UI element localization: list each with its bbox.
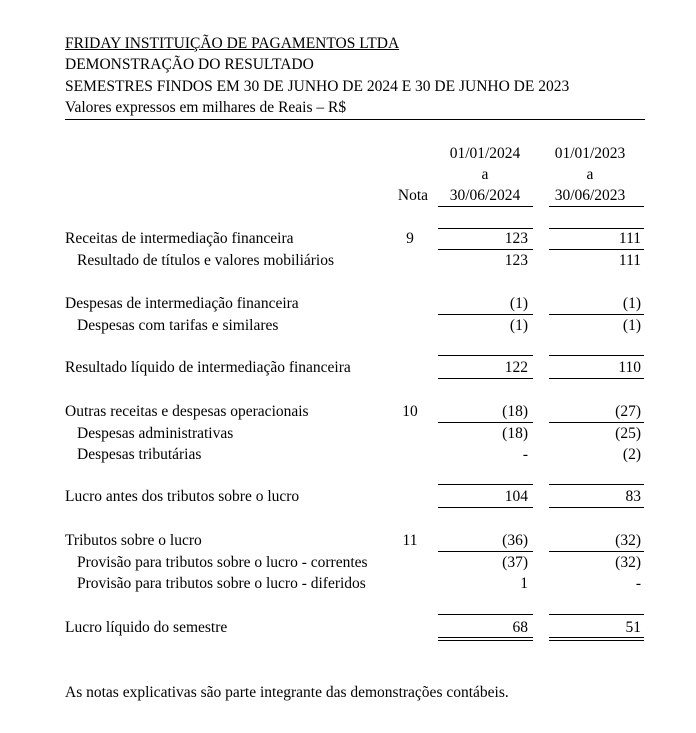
row-value-2023: (1) [622, 295, 641, 312]
col1-from: 01/01/2024 [449, 145, 521, 162]
rule [549, 355, 644, 356]
rule [438, 551, 533, 552]
row-value-2023: 83 [625, 488, 641, 505]
row-note: 10 [402, 403, 418, 420]
footer-note: As notas explicativas são parte integrante das demonstrações contábeis. [65, 684, 509, 701]
rule [549, 228, 644, 229]
row-value-2024: (1) [509, 317, 528, 334]
rule [438, 422, 533, 423]
row-value-2023: (25) [615, 425, 641, 442]
rule [438, 378, 533, 379]
rule [438, 228, 533, 229]
units-note: Valores expressos em milhares de Reais – R$ [65, 99, 347, 116]
period-title: SEMESTRES FINDOS EM 30 DE JUNHO DE 2024 E 30 DE JUNHO DE 2023 [65, 78, 570, 95]
row-label: Despesas de intermediação financeira [65, 295, 299, 312]
row-value-2023: (32) [615, 554, 641, 571]
note-column-header: Nota [397, 187, 429, 204]
rule [549, 314, 644, 315]
row-value-2024: (18) [502, 425, 528, 442]
rule [549, 614, 644, 615]
row-value-2024: (1) [509, 295, 528, 312]
col2-header-rule [549, 206, 644, 207]
col2-from: 01/01/2023 [554, 145, 626, 162]
row-note: 11 [402, 532, 418, 549]
row-label: Lucro líquido do semestre [65, 619, 228, 636]
row-value-2023: (27) [615, 403, 641, 420]
rule [438, 614, 533, 615]
row-value-2023: 111 [618, 252, 641, 269]
row-label: Provisão para tributos sobre o lucro - diferidos [77, 575, 366, 592]
rule [549, 378, 644, 379]
rule [438, 314, 533, 315]
row-value-2023: (32) [615, 532, 641, 549]
row-value-2023: - [635, 575, 641, 592]
row-value-2023: 110 [618, 359, 641, 376]
row-value-2024: (36) [502, 532, 528, 549]
rule [438, 249, 533, 250]
header-divider [65, 119, 645, 120]
row-label: Receitas de intermediação financeira [65, 230, 294, 247]
row-label: Despesas administrativas [77, 425, 234, 442]
col1-sep: a [481, 166, 489, 183]
col1-to: 30/06/2024 [449, 187, 521, 204]
row-label: Despesas tributárias [77, 446, 202, 463]
rule [549, 422, 644, 423]
row-value-2023: (2) [622, 446, 641, 463]
row-value-2024: 68 [512, 619, 528, 636]
row-value-2024: 123 [504, 230, 528, 247]
company-name: FRIDAY INSTITUIÇÃO DE PAGAMENTOS LTDA [65, 35, 400, 52]
row-value-2024: 1 [520, 575, 528, 592]
row-value-2023: 111 [618, 230, 641, 247]
row-label: Outras receitas e despesas operacionais [65, 403, 309, 420]
col2-sep: a [586, 166, 594, 183]
row-label: Resultado líquido de intermediação financeira [65, 359, 351, 376]
row-value-2024: 123 [504, 252, 528, 269]
rule [438, 507, 533, 508]
row-value-2024: 104 [504, 488, 528, 505]
rule [549, 484, 644, 485]
row-value-2024: - [522, 446, 528, 463]
row-value-2024: (18) [502, 403, 528, 420]
row-label: Lucro antes dos tributos sobre o lucro [65, 488, 300, 505]
row-label: Provisão para tributos sobre o lucro - correntes [77, 554, 368, 571]
rule [438, 484, 533, 485]
statement-title: DEMONSTRAÇÃO DO RESULTADO [65, 56, 314, 73]
row-value-2024: (37) [502, 554, 528, 571]
row-label: Despesas com tarifas e similares [77, 317, 279, 334]
rule [549, 551, 644, 552]
row-label: Resultado de títulos e valores mobiliários [77, 252, 334, 269]
row-value-2024: 122 [504, 359, 528, 376]
col2-to: 30/06/2023 [554, 187, 626, 204]
row-value-2023: (1) [622, 317, 641, 334]
row-label: Tributos sobre o lucro [65, 532, 202, 549]
rule [549, 249, 644, 250]
rule [549, 507, 644, 508]
row-note: 9 [406, 230, 414, 247]
double-rule [549, 637, 644, 641]
row-value-2023: 51 [625, 619, 641, 636]
col1-header-rule [438, 206, 533, 207]
rule [438, 355, 533, 356]
double-rule [438, 637, 533, 641]
